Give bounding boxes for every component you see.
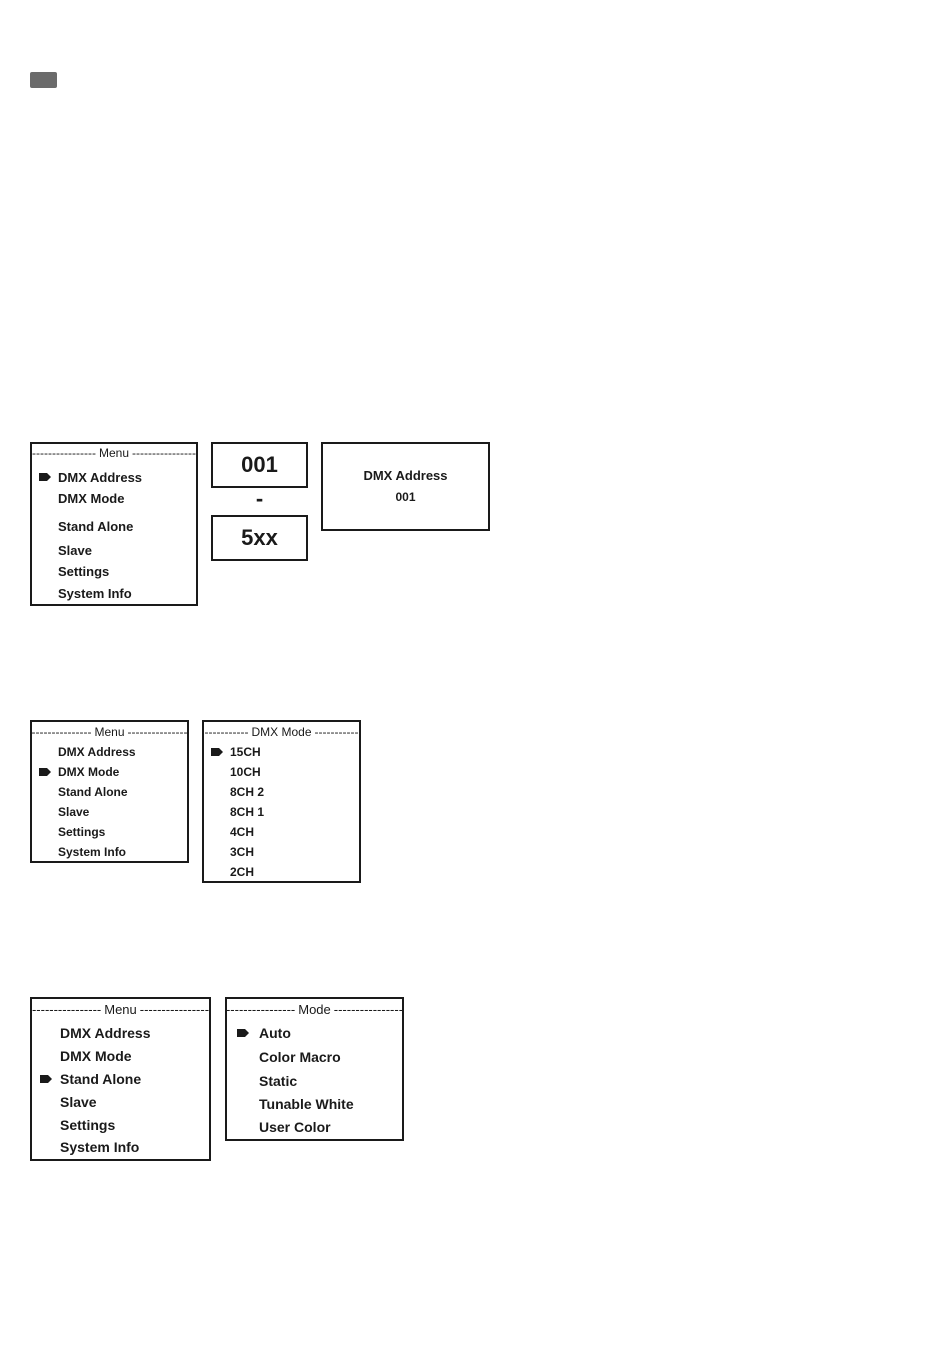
submenu-title: Mode [298, 1002, 331, 1017]
selection-arrow-icon [40, 1075, 52, 1083]
display-value: 001 [395, 490, 416, 504]
mode-item-tunable-white[interactable]: Tunable White [259, 1096, 354, 1112]
mode-item-color-macro[interactable]: Color Macro [259, 1049, 341, 1065]
menu-item-system-info[interactable]: System Info [60, 1139, 140, 1155]
selection-arrow-icon [211, 748, 223, 756]
menu-header [32, 1002, 209, 1017]
selection-arrow-icon [39, 473, 51, 481]
mode-item-8ch-2[interactable]: 8CH 2 [230, 785, 265, 799]
menu-item-dmx-mode[interactable]: DMX Mode [58, 765, 120, 779]
mode-item-8ch-1[interactable]: 8CH 1 [230, 805, 265, 819]
menu-item-settings[interactable]: Settings [58, 564, 110, 579]
menu-item-settings[interactable]: Settings [60, 1117, 116, 1133]
menu-item-system-info[interactable]: System Info [58, 586, 132, 601]
mode-item-auto[interactable]: Auto [259, 1025, 291, 1041]
selection-arrow-icon [237, 1029, 249, 1037]
menu-item-slave[interactable]: Slave [58, 543, 92, 558]
mode-item-2ch[interactable]: 2CH [230, 865, 255, 879]
menu-item-system-info[interactable]: System Info [58, 845, 127, 859]
menu-item-slave[interactable]: Slave [60, 1094, 97, 1110]
menu-title: Menu [98, 446, 130, 460]
mode-item-user-color[interactable]: User Color [259, 1119, 331, 1135]
menu-item-stand-alone[interactable]: Stand Alone [58, 519, 134, 534]
mode-item-15ch[interactable]: 15CH [230, 745, 261, 759]
menu-header [32, 446, 196, 460]
menu-panel-3 [30, 997, 211, 1161]
range-start-box [211, 442, 308, 488]
mode-item-3ch[interactable]: 3CH [230, 845, 255, 859]
dmx-mode-panel [202, 720, 361, 883]
address-display-panel [321, 442, 490, 531]
mode-item-4ch[interactable]: 4CH [230, 825, 255, 839]
section-marker [30, 72, 57, 88]
menu-item-slave[interactable]: Slave [58, 805, 90, 819]
menu-item-settings[interactable]: Settings [58, 825, 106, 839]
mode-item-static[interactable]: Static [259, 1073, 298, 1089]
range-separator: - [255, 486, 264, 511]
menu-panel-2 [30, 720, 189, 863]
submenu-title: DMX Mode [251, 725, 312, 739]
range-end-box [211, 515, 308, 561]
menu-item-stand-alone[interactable]: Stand Alone [60, 1071, 142, 1087]
menu-title: Menu [104, 1002, 137, 1017]
submenu-header [204, 725, 359, 739]
menu-title: Menu [94, 725, 125, 739]
menu-item-dmx-address[interactable]: DMX Address [58, 470, 143, 485]
range-start-value: 001 [241, 452, 278, 477]
menu-item-dmx-address[interactable]: DMX Address [60, 1025, 151, 1041]
display-title: DMX Address [363, 468, 448, 483]
mode-panel [225, 997, 404, 1141]
selection-arrow-icon [39, 768, 51, 776]
menu-item-dmx-mode[interactable]: DMX Mode [58, 491, 125, 506]
menu-header [32, 725, 187, 739]
menu-item-dmx-address[interactable]: DMX Address [58, 745, 136, 759]
menu-panel-1 [30, 442, 198, 606]
range-end-value: 5xx [241, 525, 278, 550]
menu-item-dmx-mode[interactable]: DMX Mode [60, 1048, 132, 1064]
mode-item-10ch[interactable]: 10CH [230, 765, 261, 779]
submenu-header [227, 1002, 402, 1017]
menu-item-stand-alone[interactable]: Stand Alone [58, 785, 128, 799]
